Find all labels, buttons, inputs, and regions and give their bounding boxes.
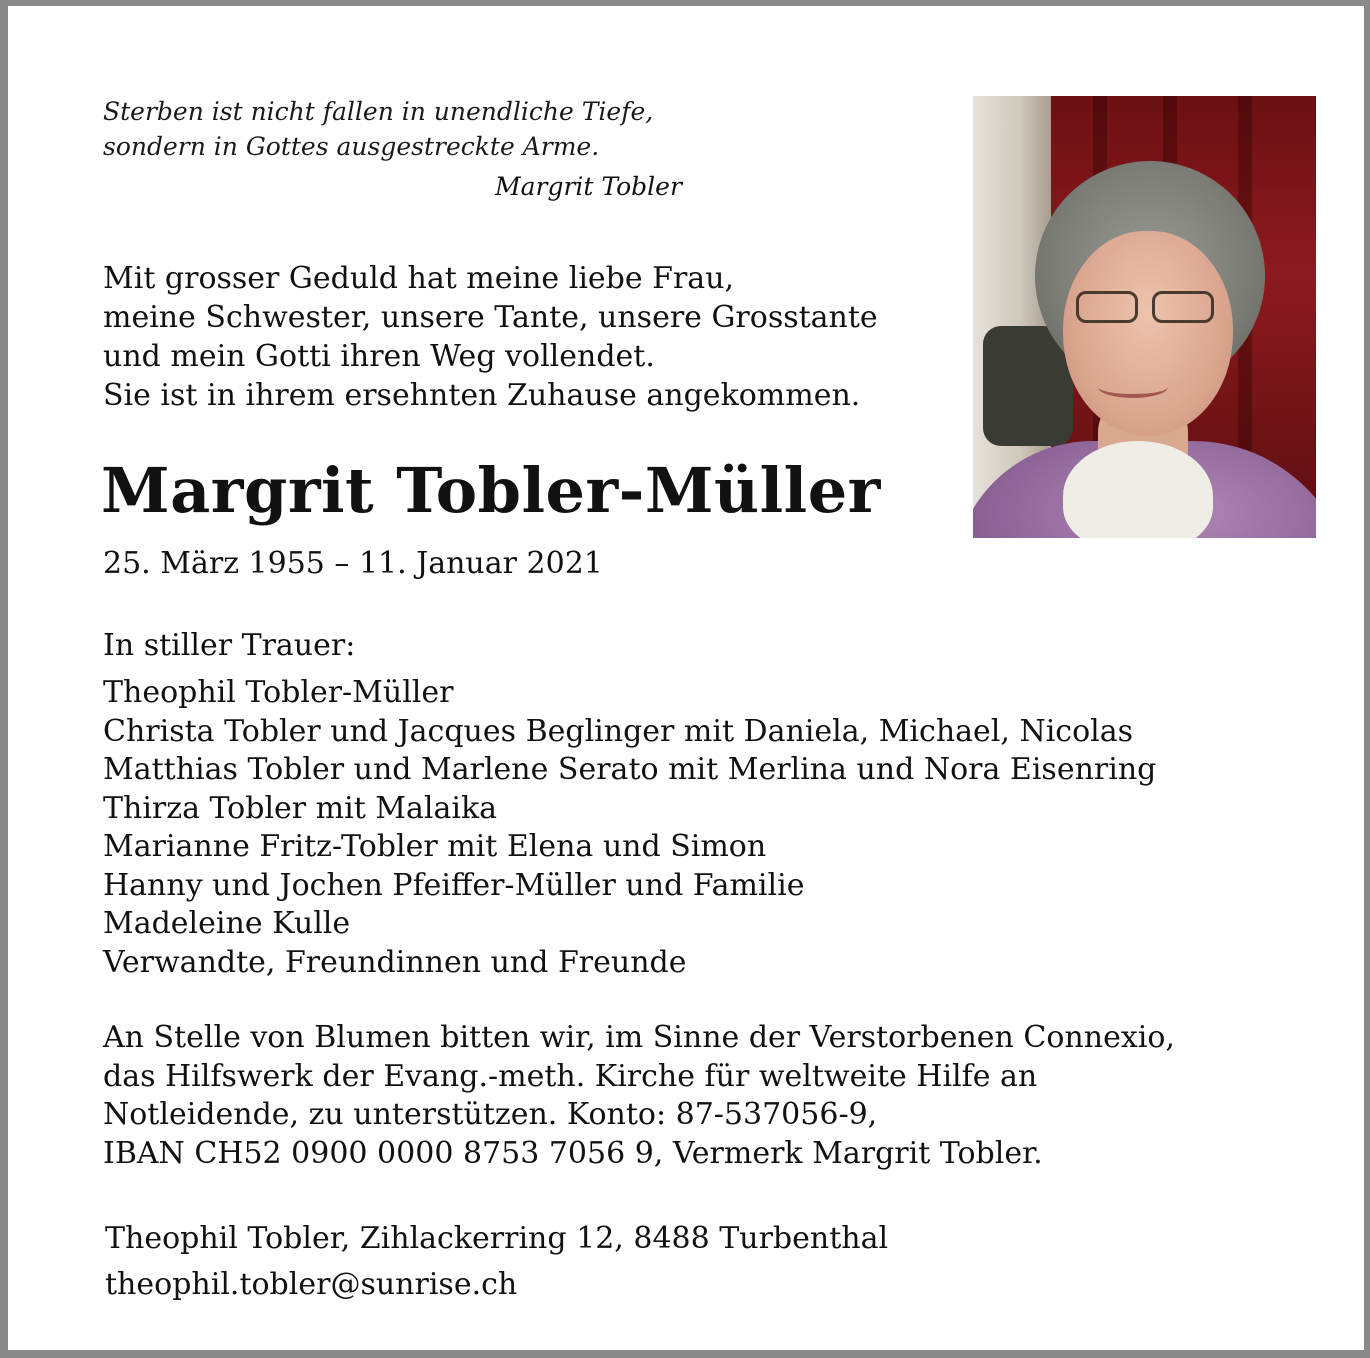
mourner-item: Verwandte, Freundinnen und Freunde — [103, 944, 687, 980]
mourner-item: Thirza Tobler mit Malaika — [103, 790, 498, 826]
contact-block — [105, 1216, 888, 1308]
notice-line: An Stelle von Blumen bitten wir, im Sinne der Verstorbenen Connexio, — [103, 1020, 1175, 1055]
intro-line: und mein Gotti ihren Weg vollendet. — [103, 339, 655, 374]
notice-line: IBAN CH52 0900 0000 8753 7056 9, Vermerk Margrit Tobler. — [103, 1135, 1043, 1171]
contact-email: theophil.tobler@sunrise.ch — [105, 1267, 518, 1302]
mourner-item: Christa Tobler und Jacques Beglinger mit Daniela, Michael, Nicolas — [103, 713, 1134, 749]
mourning-heading: In stiller Trauer: — [103, 628, 356, 663]
mourner-item: Madeleine Kulle — [103, 906, 351, 941]
intro-text — [103, 259, 878, 415]
deceased-name: Margrit Tobler-Müller — [101, 454, 881, 527]
quote — [103, 94, 653, 164]
mourner-item: Matthias Tobler und Marlene Serato mit Merlina und Nora Eisenring — [103, 752, 1157, 787]
mourners-list — [103, 674, 1156, 982]
portrait-photo — [973, 96, 1316, 538]
quote-line: Sterben ist nicht fallen in unendliche Tiefe, — [103, 97, 654, 126]
intro-line: meine Schwester, unsere Tante, unsere Grosstante — [103, 300, 878, 335]
quote-line: sondern in Gottes ausgestreckte Arme. — [103, 132, 600, 161]
contact-address: Theophil Tobler, Zihlackerring 12, 8488 Turbenthal — [105, 1221, 889, 1256]
life-dates: 25. März 1955 – 11. Januar 2021 — [103, 546, 603, 581]
mourner-item: Hanny und Jochen Pfeiffer-Müller und Familie — [103, 867, 805, 903]
mourner-item: Theophil Tobler-Müller — [103, 675, 454, 710]
mourner-item: Marianne Fritz-Tobler mit Elena und Simon — [103, 829, 767, 864]
intro-line: Mit grosser Geduld hat meine liebe Frau, — [103, 261, 735, 296]
intro-line: Sie ist in ihrem ersehnten Zuhause angekommen. — [103, 378, 861, 413]
notice-line: Notleidende, zu unterstützen. Konto: 87-537056-9, — [103, 1097, 878, 1132]
notice-line: das Hilfswerk der Evang.-meth. Kirche für weltweite Hilfe an — [103, 1058, 1038, 1094]
donation-notice — [103, 1019, 1175, 1173]
glasses — [1048, 291, 1198, 325]
quote-author: Margrit Tobler — [495, 172, 682, 201]
